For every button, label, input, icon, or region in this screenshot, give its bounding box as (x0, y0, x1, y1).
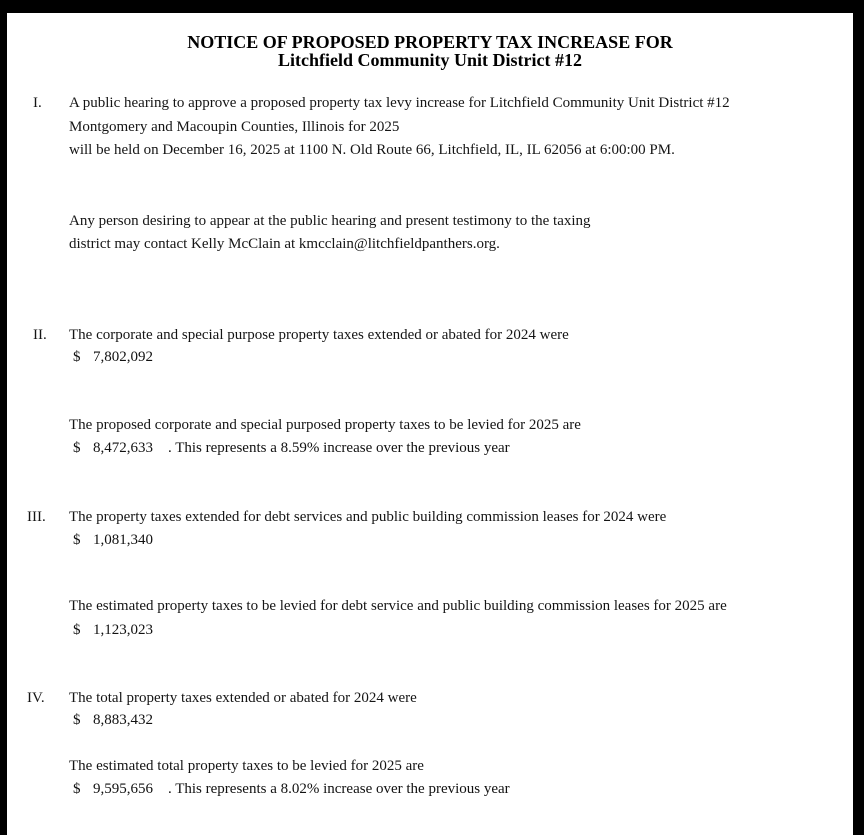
currency-symbol: $ (73, 781, 81, 797)
proposed-amount: 9,595,656 (93, 781, 153, 797)
section-numeral: III. (27, 509, 46, 525)
section-numeral: IV. (27, 690, 45, 706)
currency-symbol: $ (73, 349, 81, 365)
prior-year-amount: 7,802,092 (93, 349, 153, 365)
proposed-amount: 1,123,023 (93, 622, 153, 638)
increase-statement: . This represents a 8.59% increase over the previous year (168, 440, 510, 456)
notice-title: NOTICE OF PROPOSED PROPERTY TAX INCREASE FOR (187, 32, 673, 52)
hearing-text-line: A public hearing to approve a proposed property tax levy increase for Litchfield Community Unit District #12 (69, 95, 730, 111)
page-border-left (0, 0, 7, 835)
prior-year-amount: 8,883,432 (93, 712, 153, 728)
page-border-right (853, 0, 864, 835)
hearing-text-line: Montgomery and Macoupin Counties, Illinois for 2025 (69, 119, 400, 135)
contact-text-line: Any person desiring to appear at the public hearing and present testimony to the taxing (69, 213, 591, 229)
currency-symbol: $ (73, 532, 81, 548)
proposed-text: The estimated total property taxes to be levied for 2025 are (69, 758, 424, 774)
increase-statement: . This represents a 8.02% increase over the previous year (168, 781, 510, 797)
page-border-top (0, 0, 864, 13)
section-numeral: I. (33, 95, 42, 111)
prior-year-amount: 1,081,340 (93, 532, 153, 548)
proposed-text: The proposed corporate and special purposed property taxes to be levied for 2025 are (69, 417, 581, 433)
hearing-text-line: will be held on December 16, 2025 at 1100 N. Old Route 66, Litchfield, IL, IL 62056 at 6:00:00 PM. (69, 142, 675, 158)
currency-symbol: $ (73, 440, 81, 456)
section-numeral: II. (33, 327, 47, 343)
proposed-amount: 8,472,633 (93, 440, 153, 456)
prior-year-text: The total property taxes extended or abated for 2024 were (69, 690, 417, 706)
district-title: Litchfield Community Unit District #12 (278, 50, 582, 70)
proposed-text: The estimated property taxes to be levied for debt service and public building commission leases for 2025 are (69, 598, 727, 614)
currency-symbol: $ (73, 622, 81, 638)
currency-symbol: $ (73, 712, 81, 728)
prior-year-text: The corporate and special purpose property taxes extended or abated for 2024 were (69, 327, 569, 343)
prior-year-text: The property taxes extended for debt services and public building commission leases for 2024 were (69, 509, 667, 525)
contact-text-line: district may contact Kelly McClain at kmcclain@litchfieldpanthers.org. (69, 236, 500, 252)
